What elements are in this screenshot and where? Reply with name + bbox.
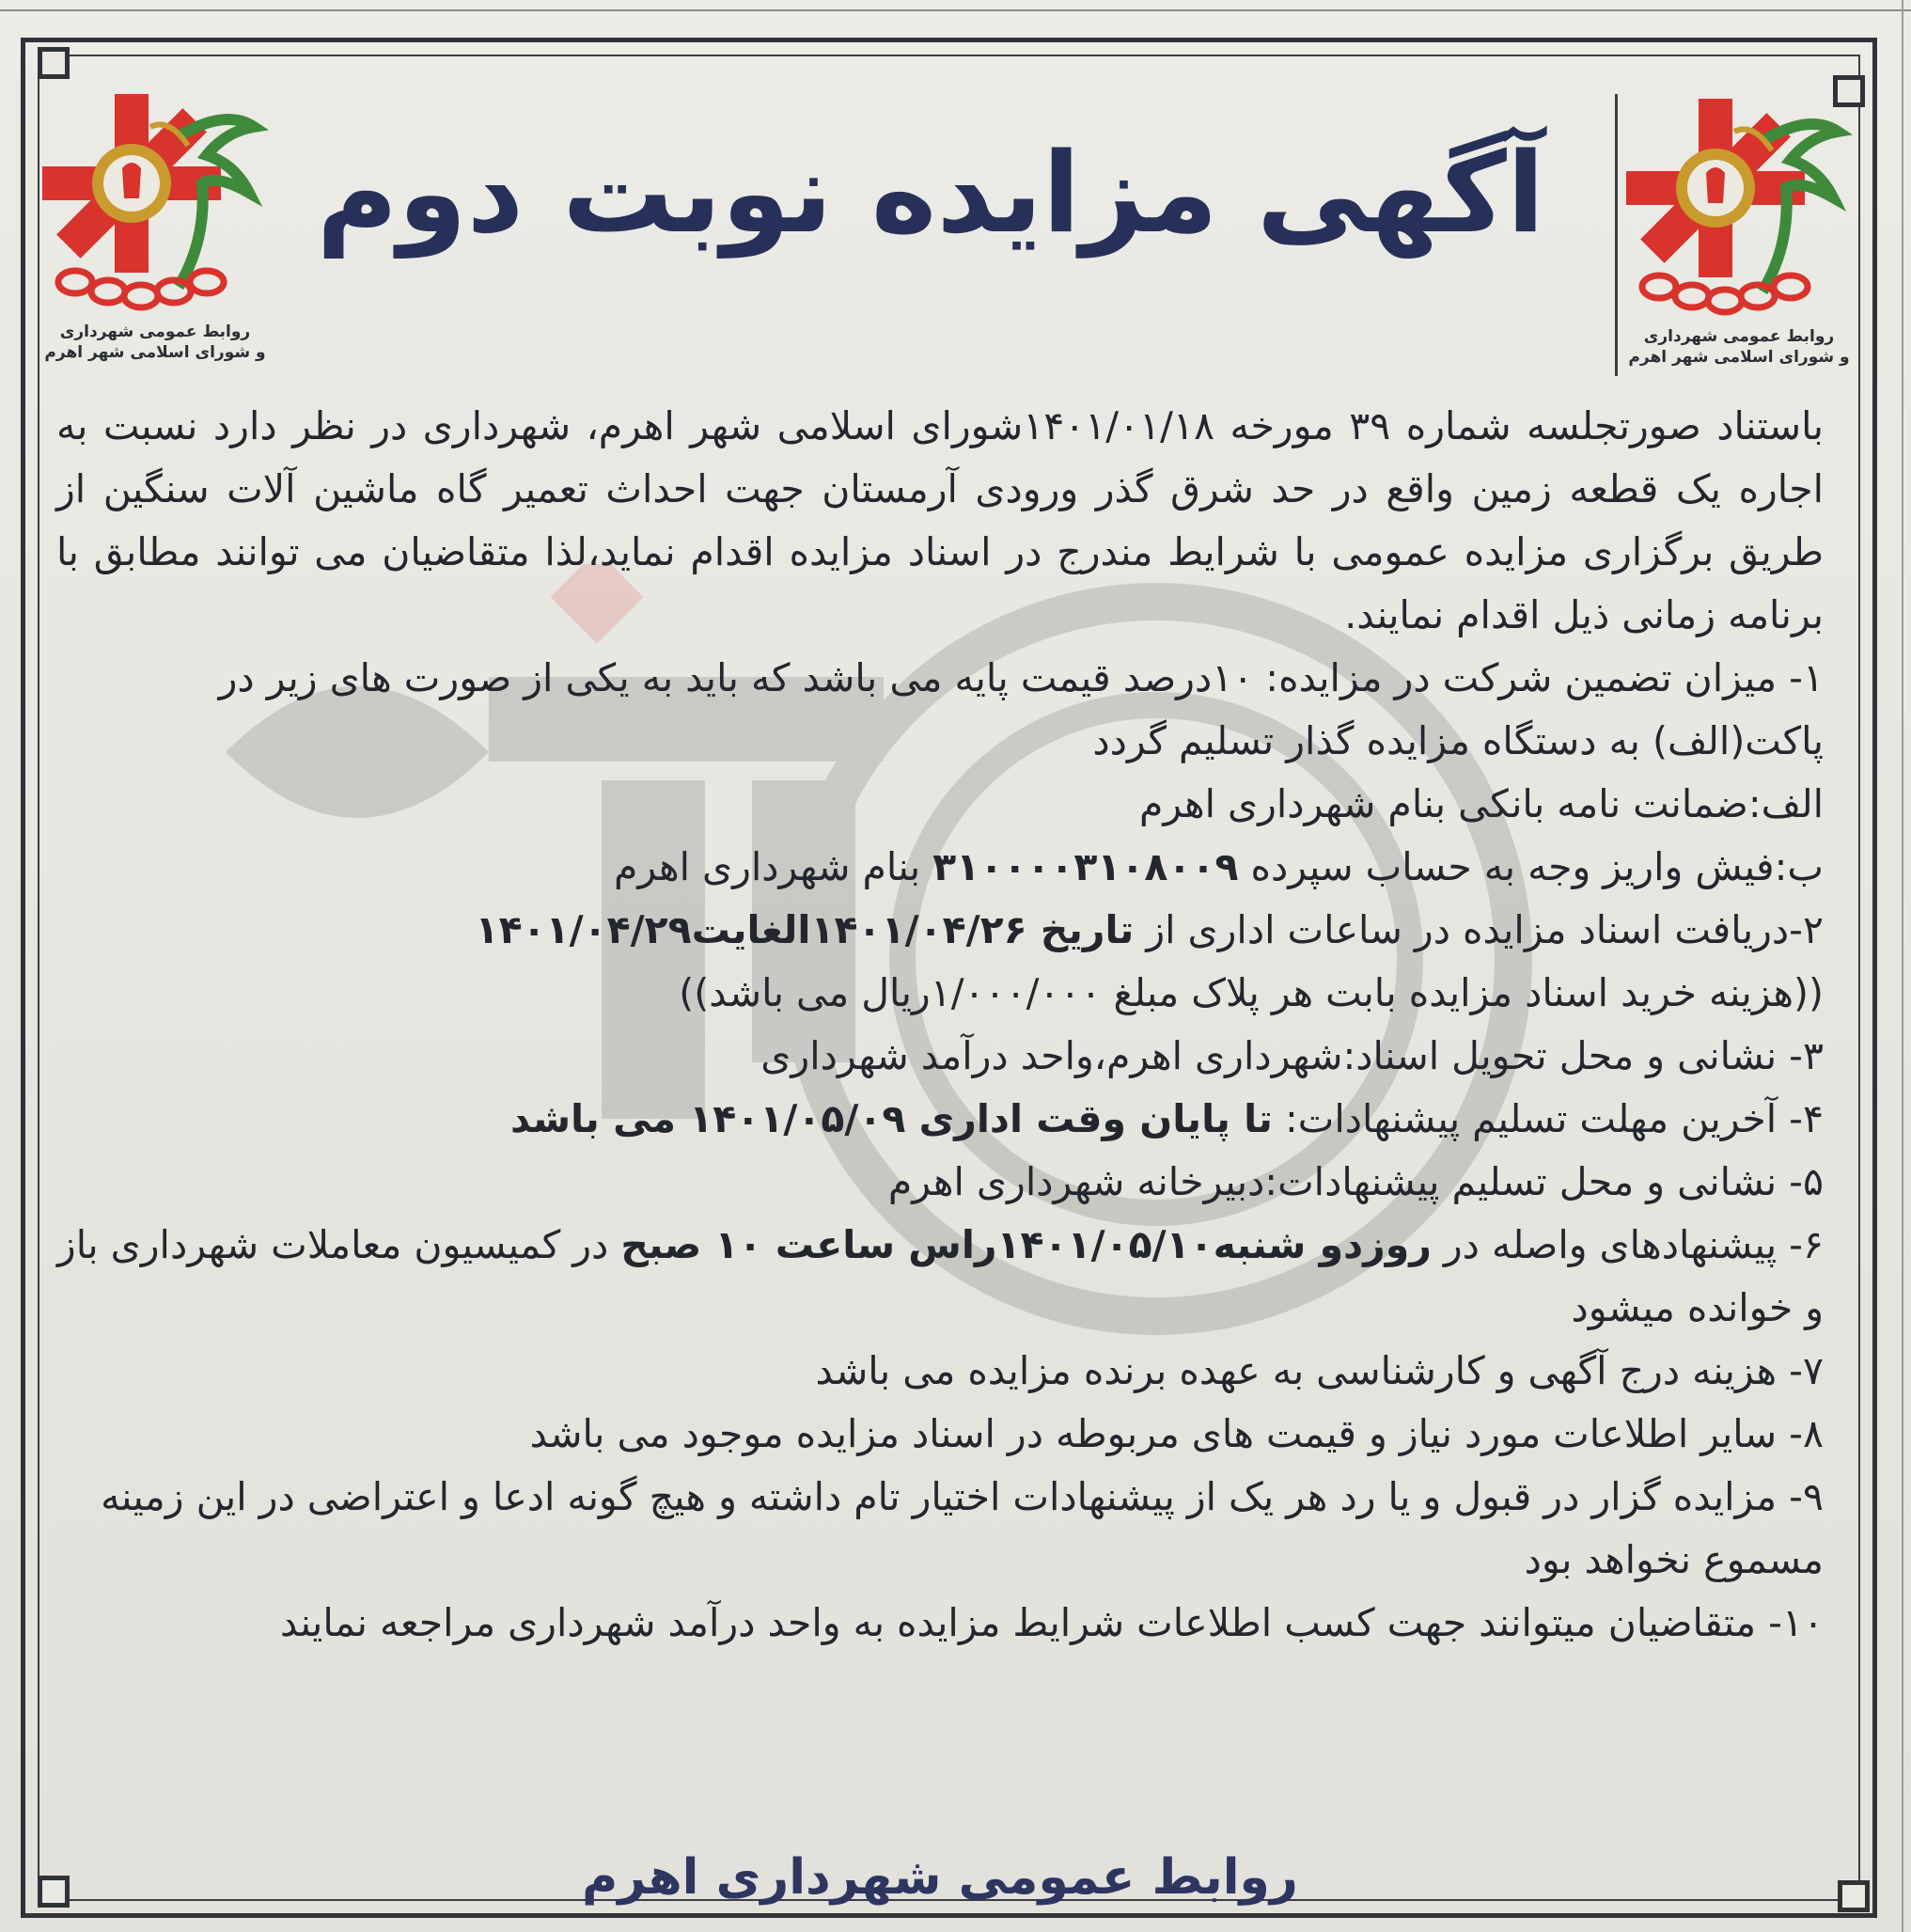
- emblem-icon: [38, 89, 273, 315]
- condition-item-1b-prefix: ب:فیش واریز وجه به حساب سپرده: [1238, 844, 1824, 889]
- border-corner-ornament: [38, 1876, 70, 1908]
- logo-divider: [1615, 94, 1618, 376]
- condition-item-2-prefix: ۲-دریافت اسناد مزایده در ساعات اداری از: [1134, 907, 1824, 952]
- submission-deadline: تا پایان وقت اداری ۱۴۰۱/۰۵/۰۹ می باشد: [510, 1096, 1273, 1141]
- document-date-range: تاریخ ۱۴۰۱/۰۴/۲۶الغایت۱۴۰۱/۰۴/۲۹: [475, 907, 1135, 952]
- logo-caption-line2: و شورای اسلامی شهر اهرم: [44, 343, 266, 362]
- condition-item-9: ۹- مزایده گزار در قبول و یا رد هر یک از پیشنهادات اختیار تام داشته و هیچ گونه ادعا و اعتراضی در این زمینه مسموع نخواهد بود: [101, 1474, 1824, 1582]
- condition-item-5: ۵- نشانی و محل تسلیم پیشنهادات:دبیرخانه شهرداری اهرم: [887, 1159, 1824, 1204]
- municipality-logo-left: [38, 89, 273, 400]
- page-top-rule: [0, 0, 1911, 11]
- emblem-icon: [1621, 94, 1856, 320]
- municipality-logo-right: [1621, 94, 1856, 404]
- logo-caption-line1: روابط عمومی شهرداری: [1643, 327, 1835, 346]
- intro-paragraph: باستناد صورتجلسه شماره ۳۹ مورخه ۱۴۰۱/۰۱/۱۸شورای اسلامی شهر اهرم، شهرداری در نظر دارد نسبت به اجاره یک قطعه زمین واقع در حد شرق گذر ورودی آرمستان جهت احداث تعمیر گاه ماشین آلات سنگین از طریق برگزاری مزایده عمومی با شرایط مندرج در اسناد مزایده اقدام نماید،لذا متقاضیان می توانند مطابق با برنامه زمانی ذیل اقدام نمایند.: [56, 403, 1825, 637]
- condition-item-1b-suffix: بنام شهرداری اهرم: [613, 844, 933, 889]
- condition-item-10: ۱۰- متقاضیان میتوانند جهت کسب اطلاعات شرایط مزایده به واحد درآمد شهرداری مراجعه نمایند: [280, 1600, 1824, 1645]
- condition-item-1: ۱- میزان تضمین شرکت در مزایده: ۱۰درصد قیمت پایه می باشد که باید به یکی از صورت های زیر در پاکت(الف) به دستگاه مزایده گذار تسلیم گردد: [218, 655, 1824, 763]
- condition-item-8: ۸- سایر اطلاعات مورد نیاز و قیمت های مربوطه در اسناد مزایده موجود می باشد: [529, 1411, 1824, 1456]
- footer-signature: روابط عمومی شهرداری اهرم: [582, 1849, 1298, 1906]
- ad-body: [56, 395, 1824, 1655]
- condition-item-6-prefix: ۶- پیشنهادهای واصله در: [1431, 1222, 1824, 1267]
- condition-item-4-prefix: ۴- آخرین مهلت تسلیم پیشنهادات:: [1272, 1096, 1824, 1141]
- condition-item-1a: الف:ضمانت نامه بانکی بنام شهرداری اهرم: [1138, 781, 1824, 826]
- logo-caption-line2: و شورای اسلامی شهر اهرم: [1628, 348, 1850, 367]
- page-side-rule: [1902, 0, 1903, 1932]
- condition-item-3: ۳- نشانی و محل تحویل اسناد:شهرداری اهرم،واحد درآمد شهرداری: [760, 1033, 1824, 1078]
- condition-item-2-note: ((هزینه خرید اسناد مزایده بابت هر پلاک مبلغ ۱/۰۰۰/۰۰۰ریال می باشد)): [679, 970, 1824, 1015]
- opening-datetime: روزدو شنبه۱۴۰۱/۰۵/۱۰راس ساعت ۱۰ صبح: [620, 1222, 1432, 1267]
- condition-item-7: ۷- هزینه درج آگهی و کارشناسی به عهده برنده مزایده می باشد: [815, 1348, 1824, 1393]
- ad-title: آگهی مزایده نوبت دوم: [316, 128, 1545, 258]
- condition-item-4: [56, 1088, 1824, 1151]
- logo-caption-line1: روابط عمومی شهرداری: [59, 322, 251, 341]
- border-corner-ornament: [1838, 1880, 1870, 1912]
- border-corner-ornament: [38, 47, 70, 79]
- bank-account-number: ۳۱۰۰۰۰۳۱۰۸۰۰۹: [932, 844, 1239, 889]
- condition-item-1b: [56, 836, 1824, 899]
- condition-item-6-suffix: در کمیسیون معاملات شهرداری باز و خوانده میشود: [56, 1222, 1824, 1330]
- condition-item-2: [56, 899, 1824, 962]
- condition-item-6: [56, 1214, 1824, 1340]
